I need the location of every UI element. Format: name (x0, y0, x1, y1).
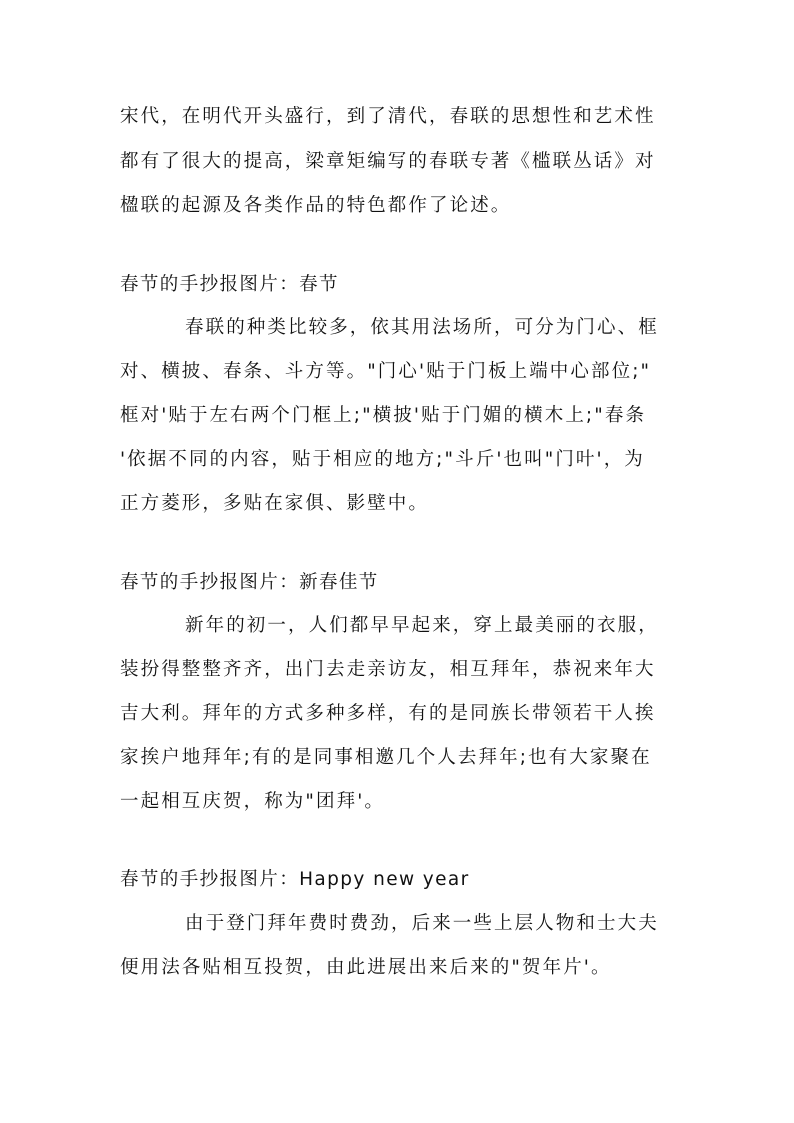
paragraph-line: 由于登门拜年费时费劲，后来一些上层人物和士大夫 (185, 913, 659, 934)
section-heading-new-spring: 春节的手抄报图片：新春佳节 (120, 572, 379, 593)
paragraph-line: 对、横披、春条、斗方等。"门心'贴于门板上端中心部位;" (120, 361, 652, 382)
section-heading-spring-festival: 春节的手抄报图片：春节 (120, 274, 339, 295)
paragraph-line: 便用法各贴相互投贺，由此进展出来后来的"贺年片'。 (120, 957, 612, 978)
paragraph-line: 春联的种类比较多，依其用法场所，可分为门心、框 (185, 317, 659, 338)
section-heading-happy-new-year: 春节的手抄报图片：Happy new year (120, 869, 470, 890)
paragraph-line: '依据不同的内容，贴于相应的地方;"斗斤'也叫"门叶'，为 (120, 449, 645, 470)
paragraph-line: 装扮得整整齐齐，出门去走亲访友，相互拜年，恭祝来年大 (120, 659, 656, 680)
intro-line-1: 宋代，在明代开头盛行，到了清代，春联的思想性和艺术性 (120, 106, 656, 127)
paragraph-line: 新年的初一，人们都早早起来，穿上最美丽的衣服， (185, 615, 659, 636)
paragraph-line: 正方菱形，多贴在家俱、影壁中。 (120, 493, 430, 514)
intro-line-3: 楹联的起源及各类作品的特色都作了论述。 (120, 195, 512, 216)
paragraph-line: 吉大利。拜年的方式多种多样，有的是同族长带领若干人挨 (120, 703, 656, 724)
paragraph-line: 一起相互庆贺，称为"团拜'。 (120, 791, 385, 812)
intro-line-2: 都有了很大的提高，梁章矩编写的春联专著《槛联丛话》对 (120, 151, 656, 172)
paragraph-line: 家挨户地拜年;有的是同事相邀几个人去拜年;也有大家聚在 (120, 747, 652, 768)
paragraph-line: 框对'贴于左右两个门框上;"横披'贴于门媚的横木上;"春条 (120, 405, 647, 426)
